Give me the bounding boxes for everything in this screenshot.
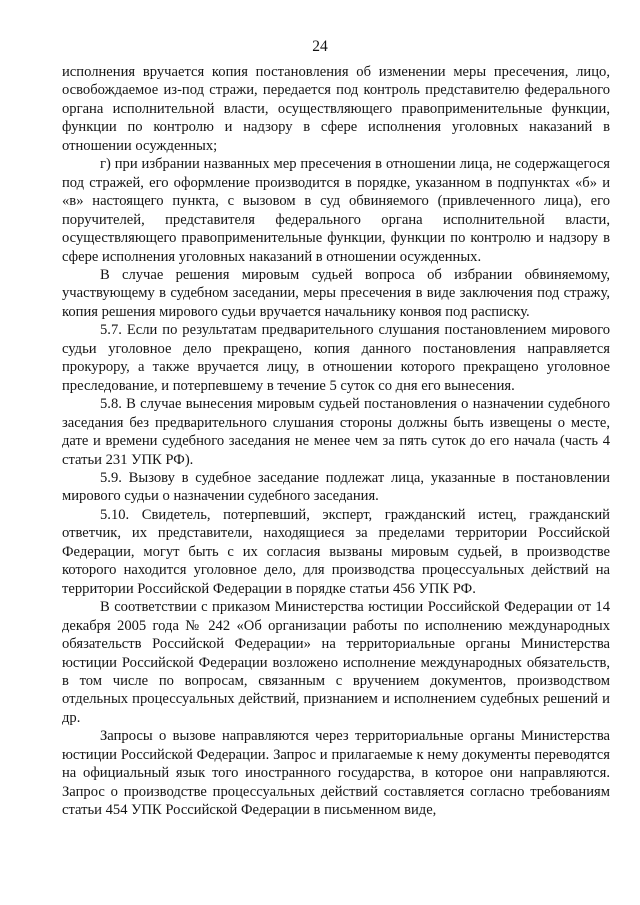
page-number: 24 — [312, 38, 328, 55]
paragraph-subitem-g: г) при избрании названных мер пресечения в отношении лица, не содержащегося под стражей, его оформление производится в порядке, указанном в подпунктах «б» и «в» настоящего пункта, с вызовом в суд обвиняемого (привлеченного лица), его поручителей, представителя федерального органа исполнительной власти, осуществляющего правоприменительные функции, функции по контролю и надзору в сфере исполнения уголовных наказаний в отношении осужденных. — [62, 156, 610, 265]
paragraph-continuation: исполнения вручается копия постановления об изменении меры пресечения, лицо, освобождаемое из-под стражи, передается под контроль представителю федерального органа исполнительной власти, осуществляющего правоприменительные функции, функции по контролю и надзору в сфере исполнения уголовных наказаний в отношении осужденных; — [62, 64, 610, 154]
paragraph-5-9: 5.9. Вызову в судебное заседание подлежат лица, указанные в постановлении мирового судьи о назначении судебного заседания. — [62, 469, 610, 505]
paragraph-5-10: 5.10. Свидетель, потерпевший, эксперт, гражданский истец, гражданский ответчик, их представители, находящиеся за пределами территории Российской Федерации, могут быть с их согласия вызваны мировым судьей, в производстве которого находится уголовное дело, для производства процессуальных действий на территории Российской Федерации в порядке статьи 456 УПК РФ. — [62, 506, 610, 597]
paragraph-summons-requests: Запросы о вызове направляются через территориальные органы Министерства юстиции Российской Федерации. Запрос и прилагаемые к нему документы переводятся на официальный язык того иностранного государства, в которое они направляются. Запрос о производстве процессуальных действий составляется согласно требованиям статьи 454 УПК Российской Федерации в письменном виде, — [62, 728, 610, 819]
paragraph-detention-decision: В случае решения мировым судьей вопроса об избрании обвиняемому, участвующему в судебном заседании, меры пресечения в виде заключения под стражу, копия решения мирового судьи вручается начальнику конвоя под расписку. — [62, 266, 610, 320]
document-body — [62, 63, 610, 820]
paragraph-5-8: 5.8. В случае вынесения мировым судьей постановления о назначении судебного заседания без предварительного слушания стороны должны быть извещены о месте, дате и времени судебного заседания не менее чем за пять суток до его начала (часть 4 статьи 231 УПК РФ). — [62, 396, 610, 468]
paragraph-ministry-order: В соответствии с приказом Министерства юстиции Российской Федерации от 14 декабря 2005 года № 242 «Об организации работы по исполнению международных обязательств Российской Федерации» на территориальные органы Министерства юстиции Российской Федерации возложено исполнение международных обязательств, в том числе по вопросам, связанным с вручением документов, производством отдельных процессуальных действий, признанием и исполнением судебных решений и др. — [62, 599, 610, 726]
paragraph-5-7: 5.7. Если по результатам предварительного слушания постановлением мирового судьи уголовное дело прекращено, копия данного постановления направляется прокурору, а также вручается лицу, в отношении которого прекращено уголовное преследование, и потерпевшему в течение 5 суток со дня его вынесения. — [62, 322, 610, 394]
